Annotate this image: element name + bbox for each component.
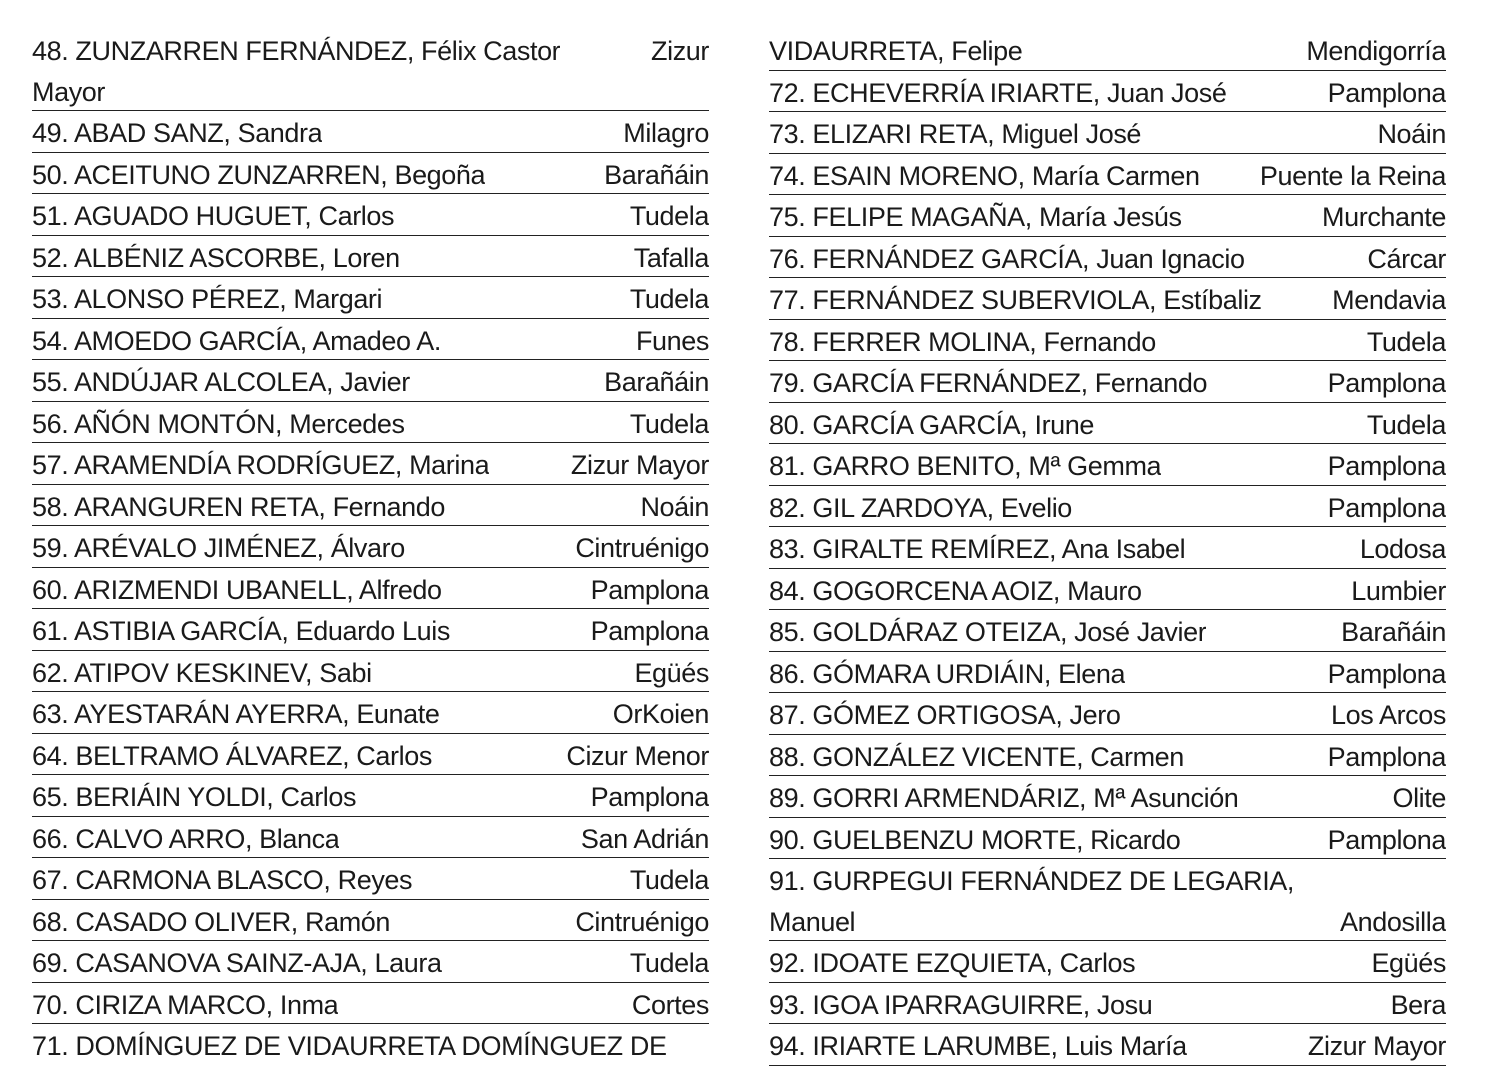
- list-item: [769, 71, 1446, 113]
- entry-line: [769, 278, 1446, 319]
- entry-line: [32, 153, 709, 194]
- entry-place: Tudela: [629, 408, 709, 439]
- entry-name: 60. ARIZMENDI UBANELL, Alfredo: [32, 574, 442, 605]
- entry-line: [769, 569, 1446, 610]
- entry-place: Pamplona: [1327, 368, 1446, 398]
- entry-place: Barañáin: [604, 367, 709, 397]
- entry-line: [32, 568, 709, 609]
- entry-name: 55. ANDÚJAR ALCOLEA, Javier: [32, 367, 410, 397]
- list-item: [769, 278, 1446, 320]
- entry-name: 80. GARCÍA GARCÍA, Irune: [769, 409, 1095, 440]
- entry-place: Pamplona: [590, 616, 709, 646]
- list-item: [32, 609, 709, 651]
- entry-line: [769, 195, 1446, 236]
- list-item: [32, 1024, 709, 1065]
- entry-line: [32, 402, 709, 443]
- entry-line: [769, 403, 1446, 444]
- list-item: [32, 277, 709, 319]
- entry-name: 93. IGOA IPARRAGUIRRE, Josu: [769, 989, 1153, 1020]
- entry-name: 51. AGUADO HUGUET, Carlos: [32, 201, 395, 231]
- entry-name: 73. ELIZARI RETA, Miguel José: [769, 119, 1142, 149]
- entry-name: 78. FERRER MOLINA, Fernando: [769, 326, 1156, 357]
- list-item: [32, 319, 709, 361]
- entry-place: Mendigorría: [1306, 36, 1446, 66]
- entry-line: [769, 71, 1446, 112]
- entry-place: Pamplona: [590, 782, 709, 812]
- entry-name: 81. GARRO BENITO, Mª Gemma: [769, 451, 1162, 481]
- list-item: [32, 651, 709, 693]
- entry-line: [769, 776, 1446, 817]
- list-item: [32, 526, 709, 568]
- entry-place: Tafalla: [633, 242, 709, 273]
- entry-place: Egüés: [1371, 948, 1446, 978]
- entry-name: 79. GARCÍA FERNÁNDEZ, Fernando: [769, 368, 1208, 398]
- entry-line: [32, 70, 709, 111]
- list-item: [32, 153, 709, 195]
- entry-place: Barañáin: [1341, 617, 1446, 647]
- entry-name: 50. ACEITUNO ZUNZARREN, Begoña: [32, 159, 486, 190]
- entry-name: 94. IRIARTE LARUMBE, Luis María: [769, 1031, 1187, 1061]
- list-item: [32, 734, 709, 776]
- entry-place: Pamplona: [1327, 492, 1446, 523]
- entry-line: [769, 900, 1446, 941]
- list-item: [32, 111, 709, 153]
- list-item: [769, 112, 1446, 154]
- entry-place: Cortes: [631, 989, 709, 1020]
- entry-line: [32, 609, 709, 650]
- entry-line: [32, 651, 709, 692]
- entry-name: 63. AYESTARÁN AYERRA, Eunate: [32, 699, 440, 729]
- entry-line: [32, 29, 709, 70]
- entry-line: [32, 941, 709, 982]
- entry-name: 59. ARÉVALO JIMÉNEZ, Álvaro: [32, 533, 405, 563]
- entry-name: 92. IDOATE EZQUIETA, Carlos: [769, 948, 1136, 978]
- entry-line: [32, 900, 709, 941]
- entry-name: 87. GÓMEZ ORTIGOSA, Jero: [769, 700, 1121, 730]
- entry-line: [769, 29, 1446, 70]
- entry-name: 84. GOGORCENA AOIZ, Mauro: [769, 575, 1142, 606]
- list-item: [769, 361, 1446, 403]
- entry-line: [769, 983, 1446, 1024]
- entry-place: Egüés: [634, 657, 709, 688]
- list-item: [32, 29, 709, 111]
- entry-line: [769, 818, 1446, 859]
- entry-line: [32, 526, 709, 567]
- entry-place: Murchante: [1322, 202, 1446, 232]
- list-item: [32, 692, 709, 734]
- entry-place: Cintruénigo: [575, 906, 709, 937]
- entry-line: [769, 527, 1446, 568]
- list-item: [769, 154, 1446, 196]
- list-item: [769, 983, 1446, 1025]
- entry-place: Los Arcos: [1331, 700, 1446, 730]
- entry-name: VIDAURRETA, Felipe: [769, 36, 1023, 66]
- entry-line: [32, 485, 709, 526]
- entry-line: [769, 652, 1446, 693]
- list-item: [32, 858, 709, 900]
- left-column: [32, 29, 709, 1065]
- list-item: [769, 320, 1446, 362]
- entry-name: 90. GUELBENZU MORTE, Ricardo: [769, 824, 1181, 855]
- entry-name: 75. FELIPE MAGAÑA, María Jesús: [769, 202, 1182, 232]
- entry-place: Funes: [635, 325, 709, 356]
- entry-place: Lumbier: [1351, 575, 1446, 606]
- entry-line: [769, 361, 1446, 402]
- list-item: [769, 486, 1446, 528]
- entry-place: Pamplona: [1327, 741, 1446, 772]
- list-item: [32, 360, 709, 402]
- entry-name: 53. ALONSO PÉREZ, Margari: [32, 284, 383, 314]
- entry-name: 91. GURPEGUI FERNÁNDEZ DE LEGARIA,: [769, 866, 1295, 896]
- entry-name: 62. ATIPOV KESKINEV, Sabi: [32, 657, 372, 688]
- entry-line: [769, 486, 1446, 527]
- list-item: [769, 195, 1446, 237]
- list-item: [32, 568, 709, 610]
- entry-place: Noáin: [640, 491, 709, 522]
- entry-name: 88. GONZÁLEZ VICENTE, Carmen: [769, 741, 1184, 772]
- entry-name: 69. CASANOVA SAINZ-AJA, Laura: [32, 948, 442, 978]
- right-column: [769, 29, 1446, 1066]
- entry-line: [32, 236, 709, 277]
- entry-line: [32, 360, 709, 401]
- entry-name: 70. CIRIZA MARCO, Inma: [32, 989, 339, 1020]
- list-item: [32, 817, 709, 859]
- entry-name: 68. CASADO OLIVER, Ramón: [32, 906, 391, 937]
- list-item: [769, 610, 1446, 652]
- entry-place: San Adrián: [580, 823, 709, 854]
- entry-name: 76. FERNÁNDEZ GARCÍA, Juan Ignacio: [769, 243, 1245, 274]
- entry-place: Mendavia: [1332, 285, 1446, 315]
- entry-name: 58. ARANGUREN RETA, Fernando: [32, 491, 445, 522]
- entry-place: Pamplona: [1327, 77, 1446, 108]
- entry-place: Pamplona: [1327, 451, 1446, 481]
- list-item: [32, 485, 709, 527]
- entry-place: Lodosa: [1359, 534, 1446, 564]
- entry-place: Tudela: [1366, 326, 1446, 357]
- entry-place: Zizur Mayor: [570, 450, 709, 480]
- list-item: [769, 652, 1446, 694]
- entry-name: 74. ESAIN MORENO, María Carmen: [769, 160, 1200, 191]
- list-item: [32, 443, 709, 485]
- entry-name: 66. CALVO ARRO, Blanca: [32, 823, 340, 854]
- entry-line: [32, 194, 709, 235]
- entry-name: Mayor: [32, 76, 106, 107]
- entry-place: Tudela: [629, 284, 709, 314]
- entry-place: Tudela: [1366, 409, 1446, 440]
- entry-line: [32, 692, 709, 733]
- entry-place: OrKoien: [612, 699, 709, 729]
- entry-name: Manuel: [769, 906, 856, 937]
- entry-place: Pamplona: [1327, 824, 1446, 855]
- entry-line: [769, 112, 1446, 153]
- list-item: [769, 403, 1446, 445]
- entry-place: Tudela: [629, 201, 709, 231]
- entry-place: Puente la Reina: [1259, 160, 1446, 191]
- entry-name: 89. GORRI ARMENDÁRIZ, Mª Asunción: [769, 783, 1239, 813]
- entry-place: Pamplona: [1327, 658, 1446, 689]
- entry-name: 83. GIRALTE REMÍREZ, Ana Isabel: [769, 534, 1186, 564]
- entry-name: 77. FERNÁNDEZ SUBERVIOLA, Estíbaliz: [769, 285, 1262, 315]
- entry-line: [32, 858, 709, 899]
- entry-line: [769, 444, 1446, 485]
- entry-line: [32, 983, 709, 1024]
- list-item: [769, 29, 1446, 71]
- entry-line: [32, 1024, 709, 1065]
- entry-line: [32, 775, 709, 816]
- list-item: [769, 735, 1446, 777]
- entry-line: [769, 237, 1446, 278]
- entry-name: 48. ZUNZARREN FERNÁNDEZ, Félix Castor: [32, 36, 561, 66]
- entry-place: Tudela: [629, 948, 709, 978]
- entry-place: Olite: [1392, 783, 1446, 813]
- entry-name: 67. CARMONA BLASCO, Reyes: [32, 865, 413, 895]
- entry-line: [32, 111, 709, 152]
- entry-place: Cintruénigo: [575, 533, 709, 563]
- entry-place: Barañáin: [604, 159, 709, 190]
- list-item: [32, 194, 709, 236]
- entry-place: Cárcar: [1367, 243, 1446, 274]
- list-item: [769, 527, 1446, 569]
- list-item: [769, 776, 1446, 818]
- entry-name: 85. GOLDÁRAZ OTEIZA, José Javier: [769, 617, 1207, 647]
- entry-place: Tudela: [629, 865, 709, 895]
- entry-name: 52. ALBÉNIZ ASCORBE, Loren: [32, 242, 400, 273]
- entry-line: [769, 941, 1446, 982]
- entry-place: Cizur Menor: [566, 740, 709, 771]
- list-item: [32, 402, 709, 444]
- list-item: [769, 693, 1446, 735]
- entry-name: 61. ASTIBIA GARCÍA, Eduardo Luis: [32, 616, 450, 646]
- entry-place: Pamplona: [590, 574, 709, 605]
- list-item: [32, 900, 709, 942]
- entry-line: [32, 319, 709, 360]
- entry-name: 56. AÑÓN MONTÓN, Mercedes: [32, 408, 405, 439]
- list-item: [769, 941, 1446, 983]
- list-item: [769, 1024, 1446, 1066]
- list-item: [769, 444, 1446, 486]
- entry-line: [769, 610, 1446, 651]
- entry-place: Andosilla: [1340, 906, 1446, 937]
- entry-place: Zizur: [651, 36, 709, 66]
- entry-line: [769, 735, 1446, 776]
- entry-name: 54. AMOEDO GARCÍA, Amadeo A.: [32, 325, 441, 356]
- list-item: [32, 941, 709, 983]
- list-item: [32, 983, 709, 1025]
- entry-line: [769, 154, 1446, 195]
- list-item: [32, 236, 709, 278]
- entry-line: [32, 443, 709, 484]
- entry-name: 65. BERIÁIN YOLDI, Carlos: [32, 782, 357, 812]
- entry-place: Noáin: [1377, 119, 1446, 149]
- entry-line: [769, 320, 1446, 361]
- entry-line: [769, 1024, 1446, 1065]
- entry-place: Zizur Mayor: [1307, 1031, 1446, 1061]
- entry-name: 86. GÓMARA URDIÁIN, Elena: [769, 658, 1126, 689]
- entry-name: 72. ECHEVERRÍA IRIARTE, Juan José: [769, 77, 1227, 108]
- entry-line: [32, 817, 709, 858]
- list-item: [32, 775, 709, 817]
- entry-line: [32, 734, 709, 775]
- entry-place: Milagro: [623, 118, 709, 148]
- list-item: [769, 569, 1446, 611]
- entry-name: 82. GIL ZARDOYA, Evelio: [769, 492, 1072, 523]
- list-item: [769, 237, 1446, 279]
- list-item: [769, 818, 1446, 860]
- entry-name: 57. ARAMENDÍA RODRÍGUEZ, Marina: [32, 450, 490, 480]
- entry-name: 49. ABAD SANZ, Sandra: [32, 118, 323, 148]
- entry-place: Bera: [1390, 989, 1446, 1020]
- entry-line: [32, 277, 709, 318]
- entry-line: [769, 859, 1446, 900]
- entry-name: 64. BELTRAMO ÁLVAREZ, Carlos: [32, 740, 432, 771]
- entry-line: [769, 693, 1446, 734]
- list-item: [769, 859, 1446, 941]
- entry-name: 71. DOMÍNGUEZ DE VIDAURRETA DOMÍNGUEZ DE: [32, 1031, 667, 1061]
